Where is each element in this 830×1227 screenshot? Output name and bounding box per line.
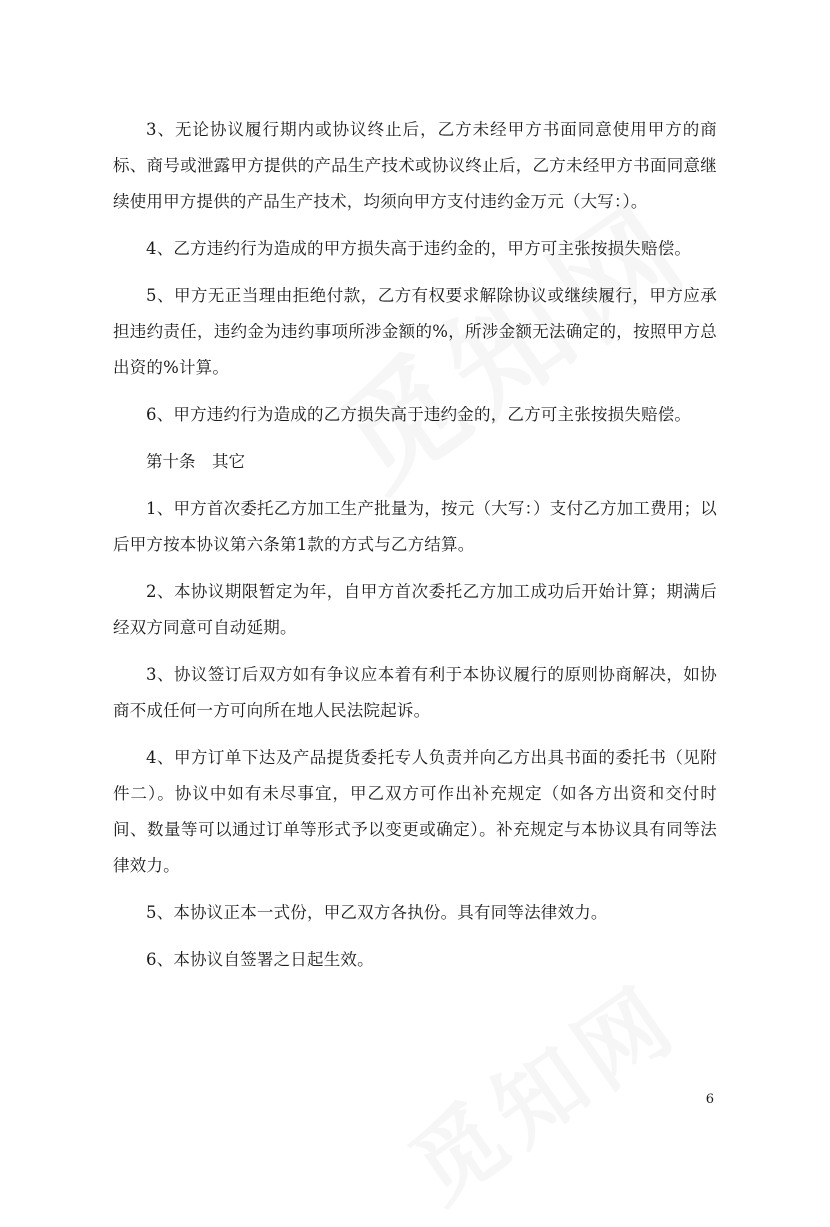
section-heading: 第十条 其它 [146, 452, 245, 471]
watermark-lower [380, 948, 700, 1227]
paragraph-section-item-1: 1、甲方首次委托乙方加工生产批量为，按元（大写：）支付乙方加工费用；以后甲方按本协议第六条第1款的方式与乙方结算。 [113, 499, 717, 554]
paragraph-section-item-5: 5、本协议正本一式份，甲乙双方各执份。具有同等法律效力。 [146, 903, 608, 922]
paragraph-section-item-3: 3、协议签订后双方如有争议应本着有利于本协议履行的原则协商解决，如协商不成任何一方可向所在地人民法院起诉。 [113, 665, 717, 720]
paragraph-section-item-4: 4、甲方订单下达及产品提货委托专人负责并向乙方出具书面的委托书（见附件二）。协议中如有未尽事宜，甲乙双方可作出补充规定（如各方出资和交付时间、数量等可以通过订单等形式予以变更或确定）。补充规定与本协议具有同等法律效力。 [113, 748, 717, 875]
paragraph-clause-3: 3、无论协议履行期内或协议终止后，乙方未经甲方书面同意使用甲方的商标、商号或泄露甲方提供的产品生产技术或协议终止后，乙方未经甲方书面同意继续使用甲方提供的产品生产技术，均须向甲方支付违约金万元（大写：）。 [113, 120, 717, 211]
paragraph-clause-5: 5、甲方无正当理由拒绝付款，乙方有权要求解除协议或继续履行，甲方应承担违约责任，违约金为违约事项所涉金额的%，所涉金额无法确定的，按照甲方总出资的%计算。 [113, 286, 717, 377]
paragraph-clause-4: 4、乙方违约行为造成的甲方损失高于违约金的，甲方可主张按损失赔偿。 [146, 239, 692, 258]
paragraph-clause-6: 6、甲方违约行为造成的乙方损失高于违约金的，乙方可主张按损失赔偿。 [146, 405, 692, 424]
paragraph-section-item-6: 6、本协议自签署之日起生效。 [146, 950, 374, 969]
paragraph-section-item-2: 2、本协议期限暂定为年，自甲方首次委托乙方加工成功后开始计算；期满后经双方同意可自动延期。 [113, 582, 717, 637]
document-body [113, 112, 717, 978]
page-number: 6 [705, 1092, 714, 1107]
